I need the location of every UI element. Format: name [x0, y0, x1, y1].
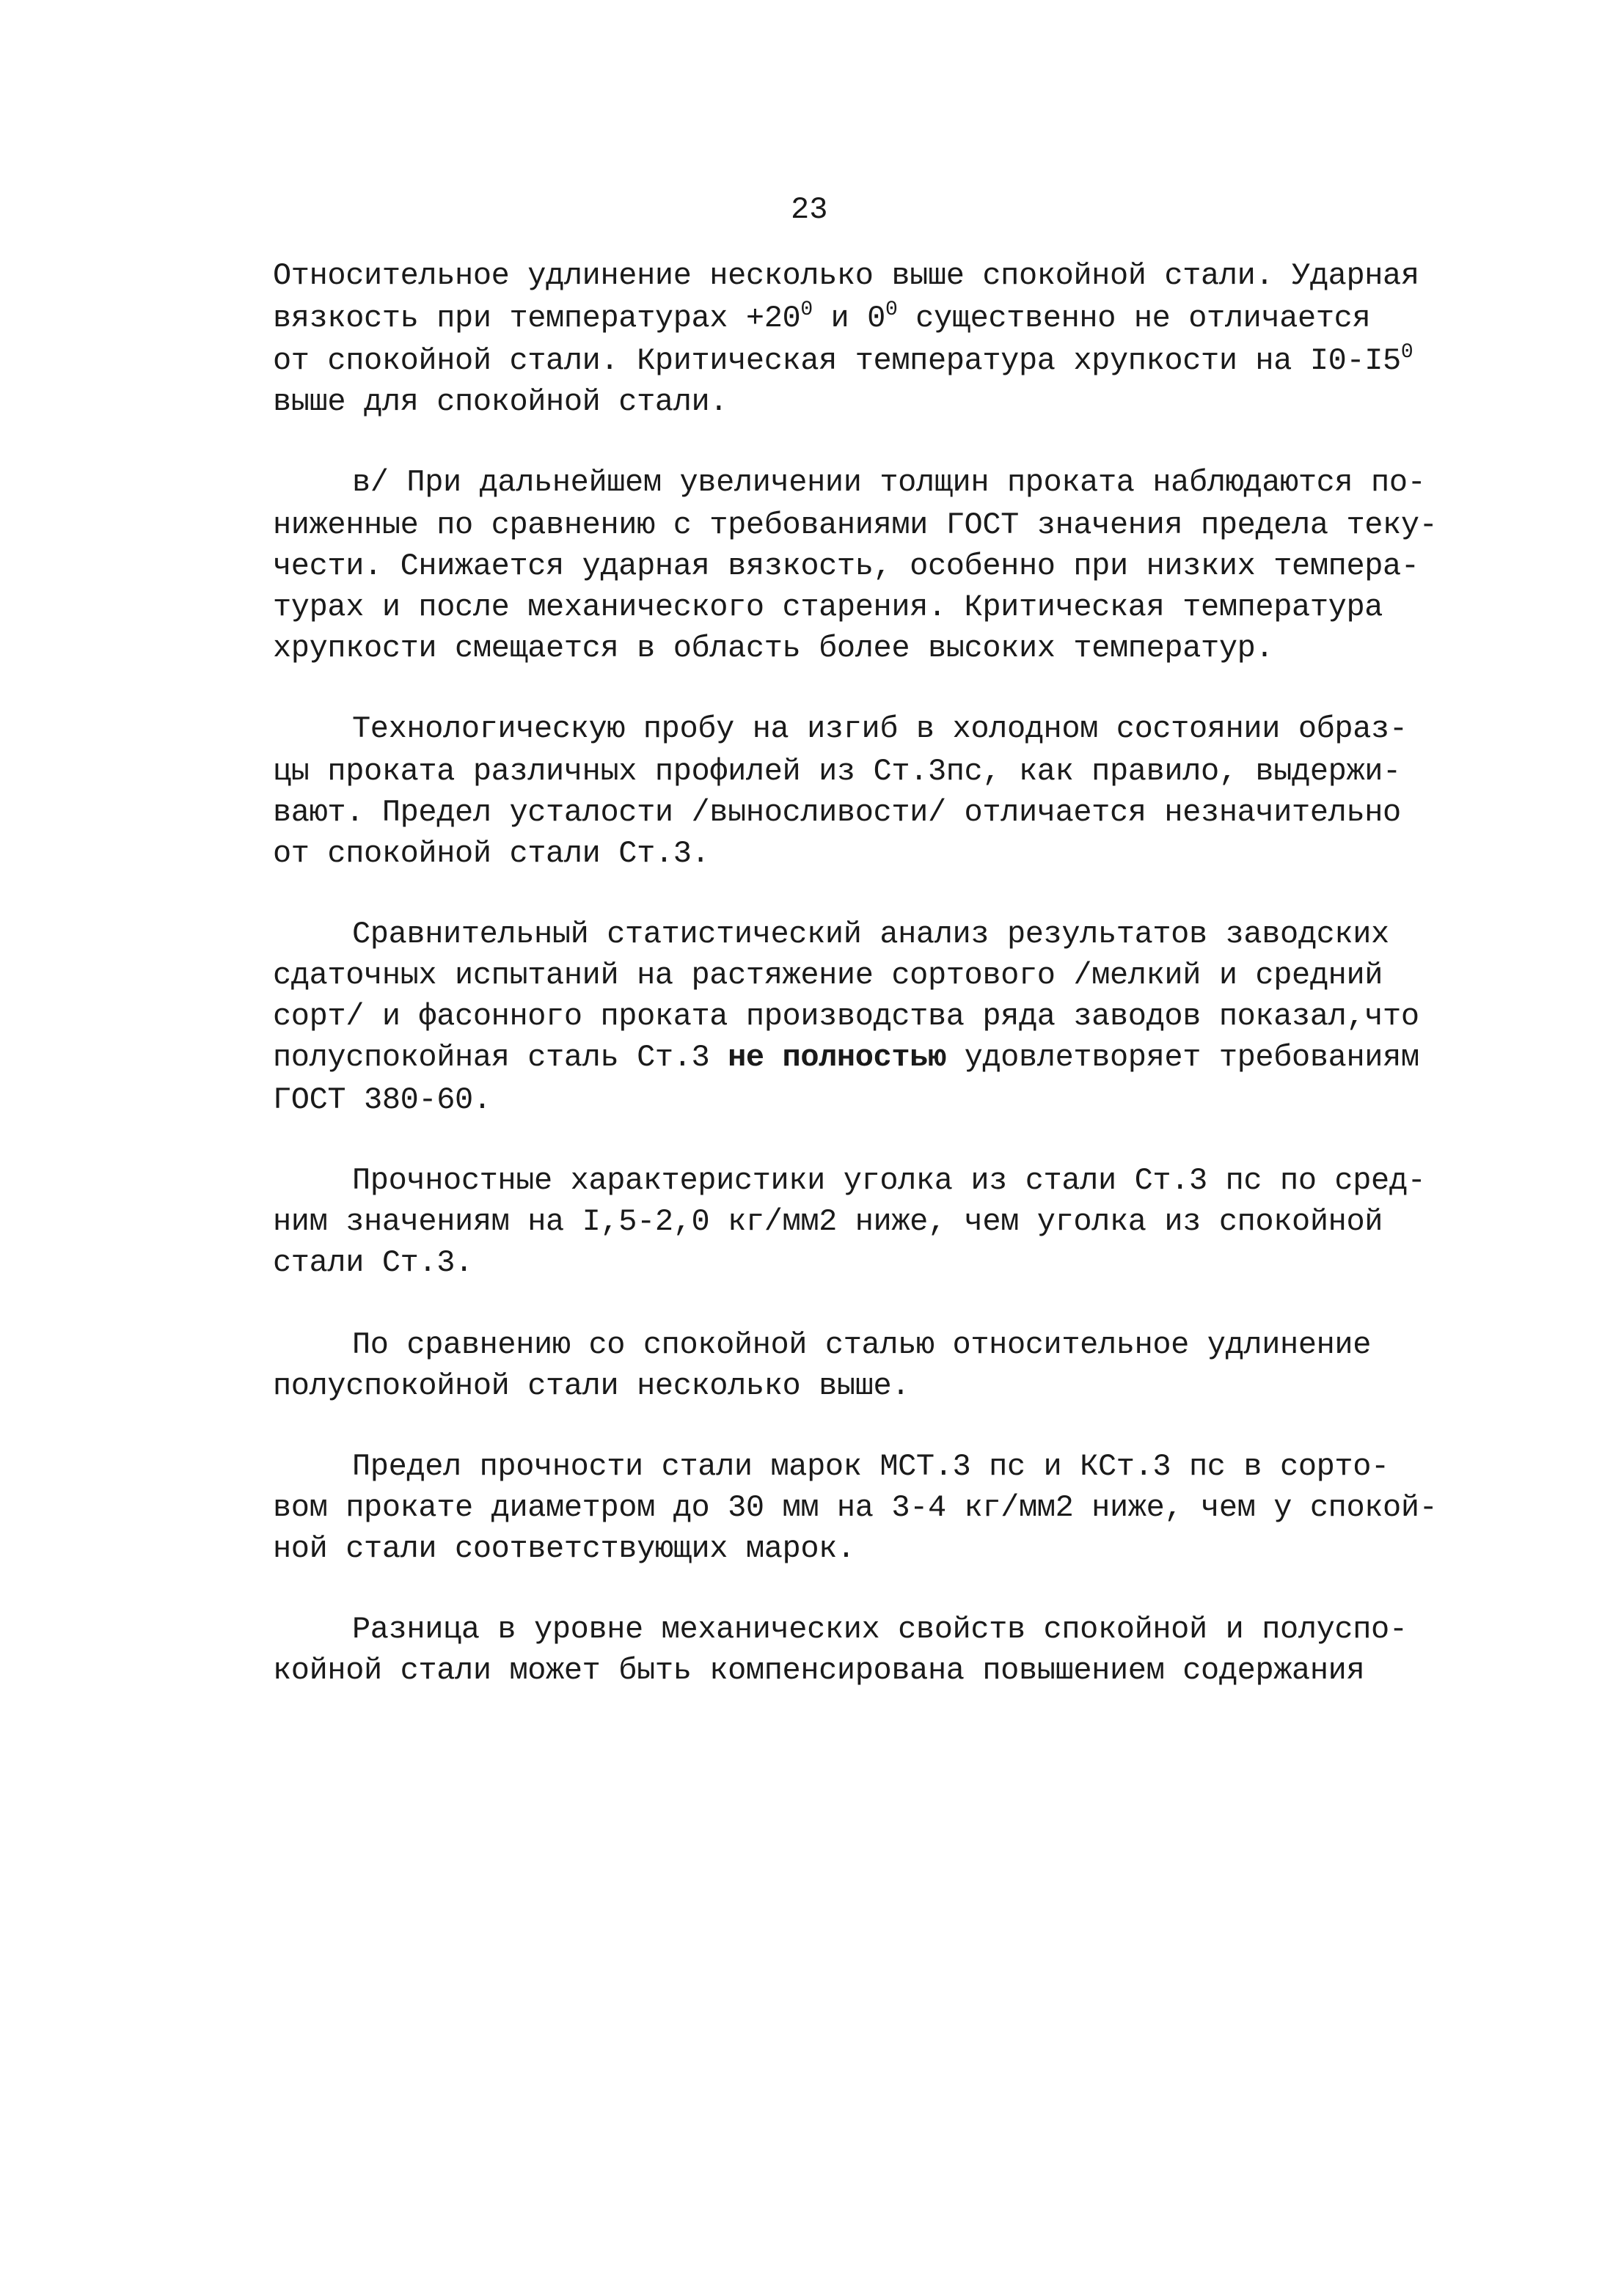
degree-superscript: 0 — [885, 298, 898, 321]
text-line: цы проката различных профилей из Ст.3пс, как правило, выдержи- — [273, 754, 1401, 789]
text-line: выше для спокойной стали. — [273, 384, 728, 419]
text-line: койной стали может быть компенсирована повышением содержания — [273, 1653, 1365, 1688]
text-line: ной стали соответствующих марок. — [273, 1531, 855, 1566]
text-line: ГОСТ 380-60. — [273, 1082, 491, 1118]
text-line: Прочностные характеристики уголка из стали Ст.3 пс по сред- — [352, 1163, 1426, 1198]
text-line: вязкость при температурах $+20^0$ и $0^0$ существенно не отличается — [273, 298, 1371, 336]
text-line: Технологическую пробу на изгиб в холодном состоянии образ- — [352, 711, 1408, 747]
text-line: хрупкости смещается в область более высоких температур. — [273, 631, 1274, 666]
text-line: сдаточных испытаний на растяжение сортового /мелкий и средний — [273, 958, 1383, 993]
text-line: от спокойной стали Ст.3. — [273, 836, 710, 871]
text-line: вом прокате диаметром до 30 мм на 3-4 кг/мм2 ниже, чем у спокой- — [273, 1490, 1438, 1525]
text-line: ниженные по сравнению с требованиями ГОСТ значения предела теку- — [273, 507, 1438, 543]
text-line: сорт/ и фасонного проката производства ряда заводов показал,что — [273, 999, 1419, 1034]
text-line: вают. Предел усталости /выносливости/ отличается незначительно — [273, 795, 1401, 830]
text-line: чести. Снижается ударная вязкость, особенно при низких темпера- — [273, 549, 1419, 584]
degree-superscript: 0 — [800, 298, 813, 321]
text-line: полуспокойной стали несколько выше. — [273, 1368, 910, 1404]
bold-emphasis: не полностью — [728, 1040, 946, 1075]
text-line: стали Ст.3. — [273, 1245, 473, 1280]
page-number: 23 — [791, 192, 828, 227]
text-line: турах и после механического старения. Критическая температура — [273, 590, 1383, 625]
text-line: Относительное удлинение несколько выше спокойной стали. Ударная — [273, 258, 1419, 293]
text-line: Разница в уровне механических свойств спокойной и полуспо- — [352, 1612, 1408, 1647]
text-line: в/ При дальнейшем увеличении толщин проката наблюдаются по- — [352, 465, 1426, 500]
text-line: полуспокойная сталь Ст.3 не полностью удовлетворяет требованиям — [273, 1040, 1419, 1075]
text-line: ним значениям на I,5-2,0 кг/мм2 ниже, чем уголка из спокойной — [273, 1204, 1383, 1239]
text-line: от спокойной стали. Критическая температура хрупкости на $I0-I5^0$ — [273, 341, 1413, 378]
degree-superscript: 0 — [1400, 341, 1413, 364]
text-line: Сравнительный статистический анализ результатов заводских — [352, 917, 1389, 952]
text-line: По сравнению со спокойной сталью относительное удлинение — [352, 1327, 1372, 1362]
text-line: Предел прочности стали марок МСТ.3 пс и КСт.3 пс в сорто- — [352, 1449, 1389, 1484]
